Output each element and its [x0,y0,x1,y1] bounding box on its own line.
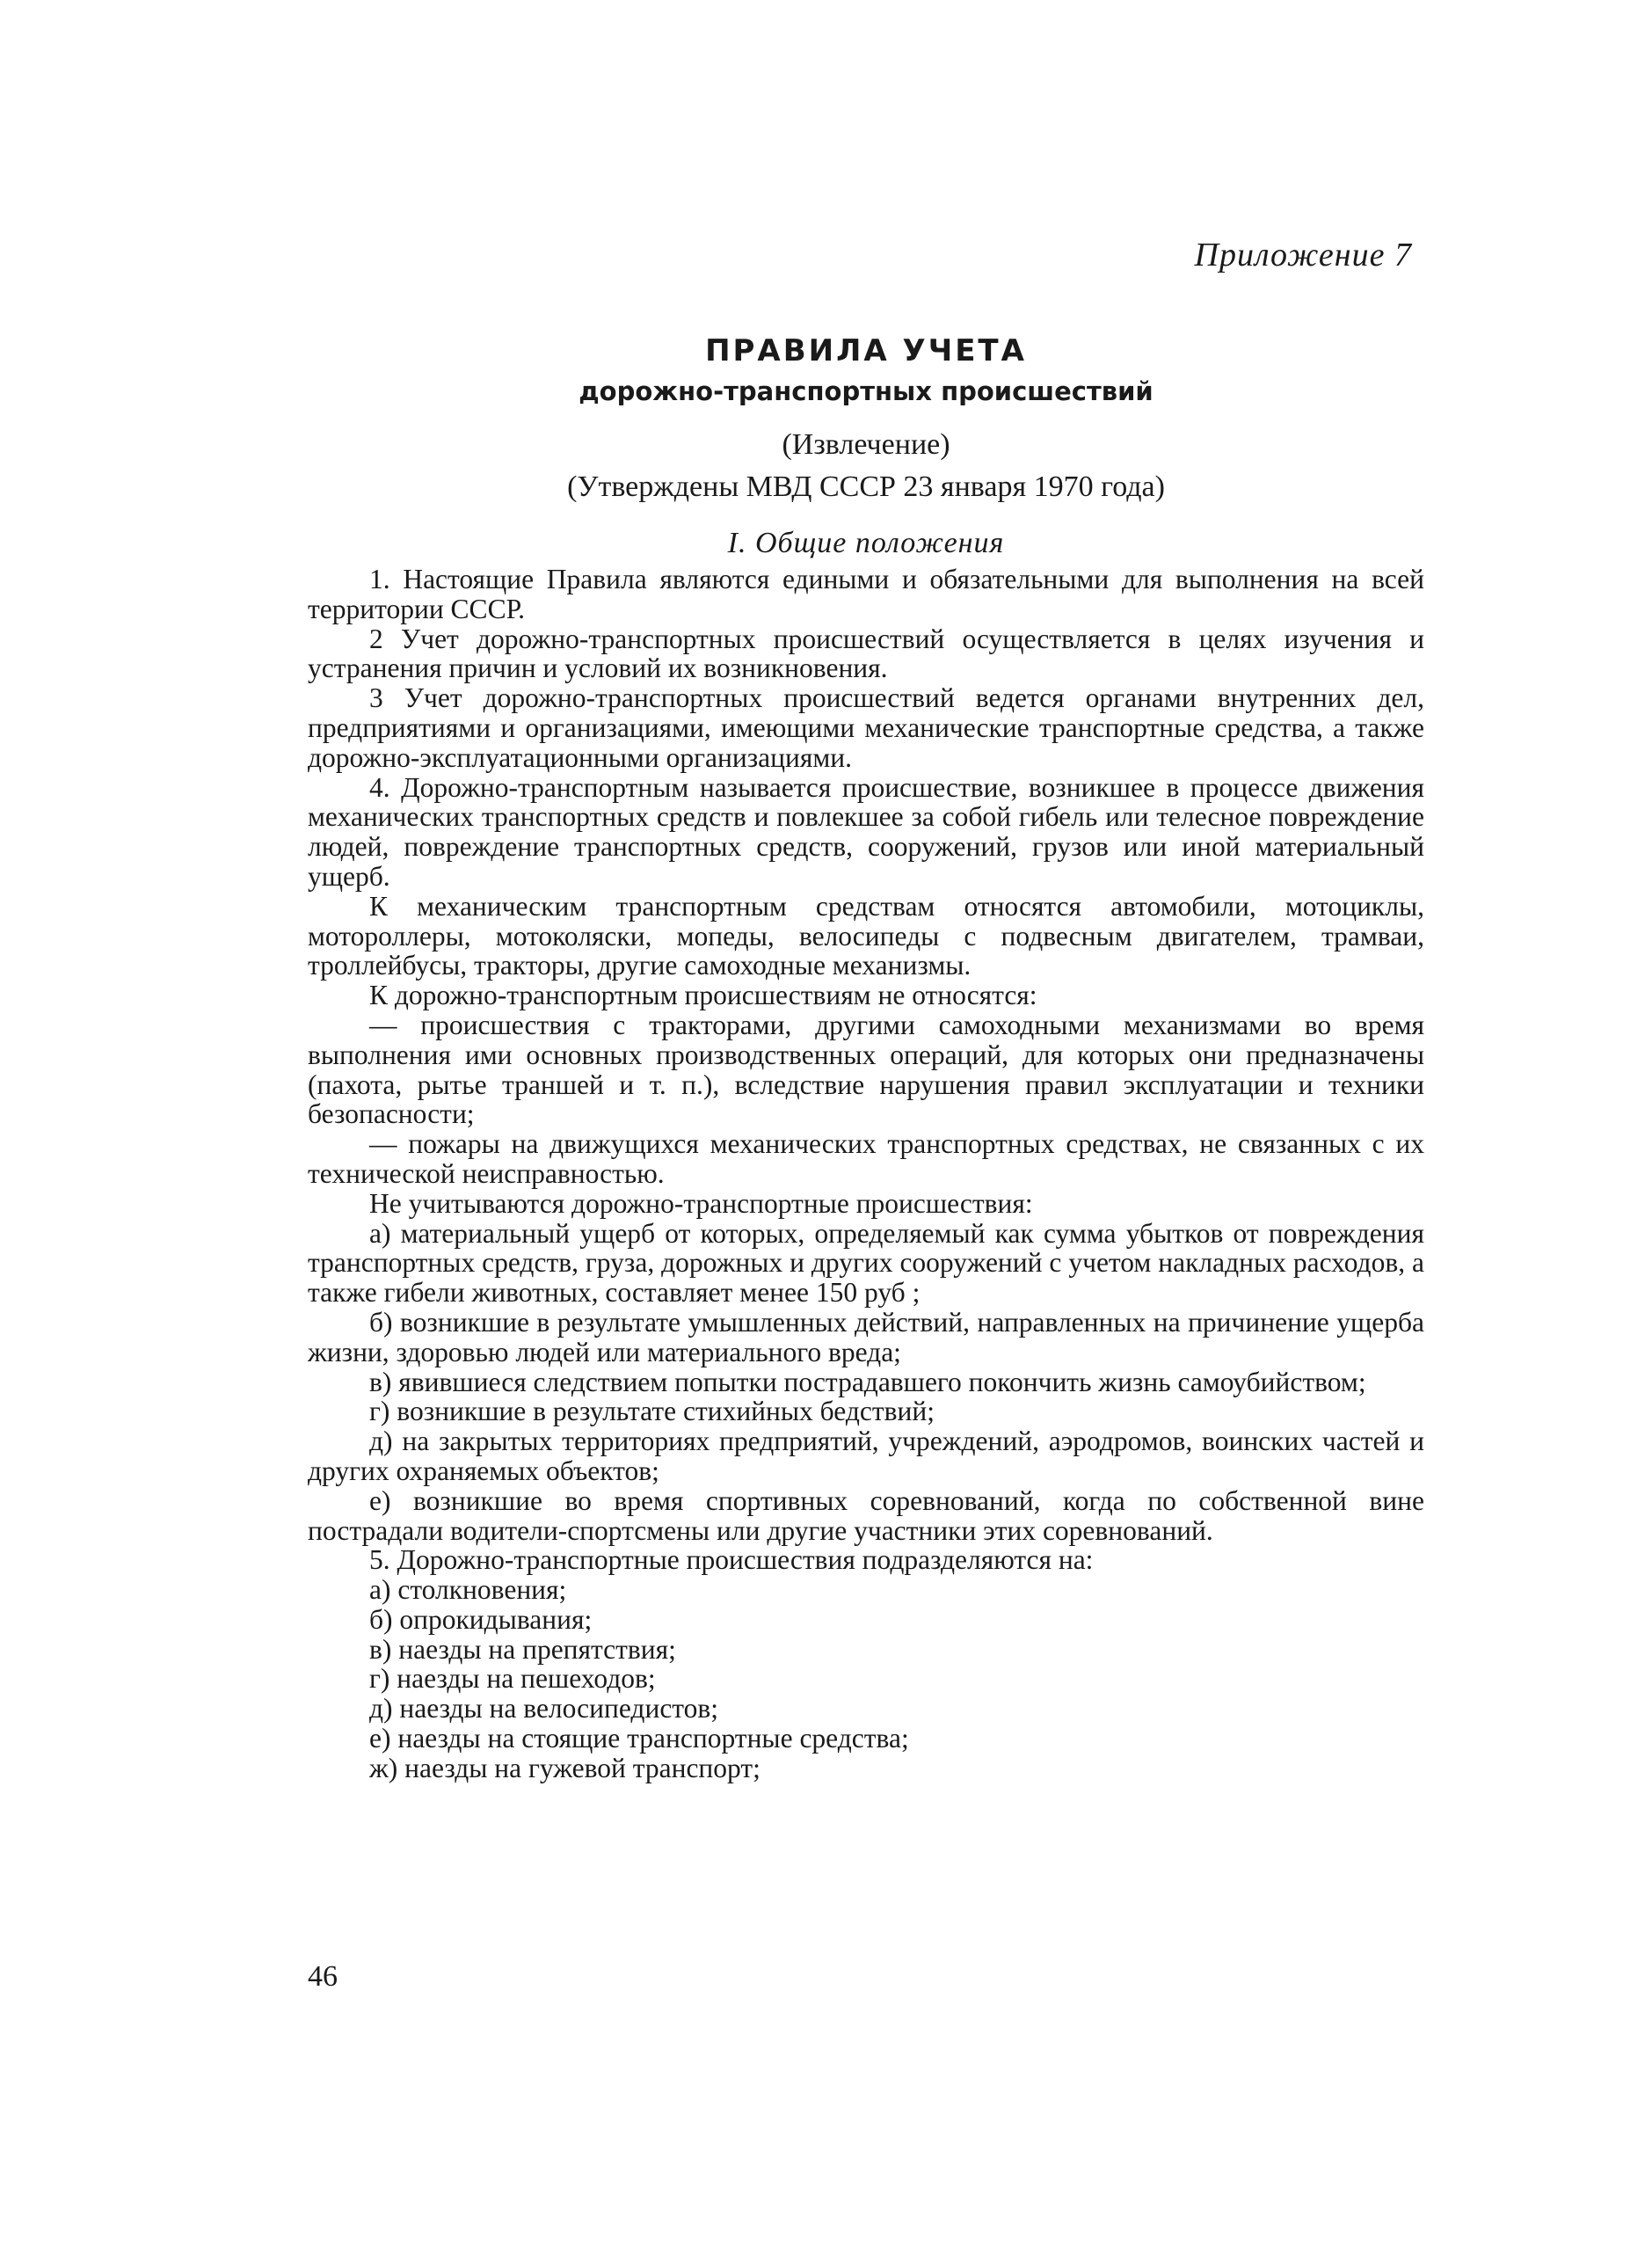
paragraph: г) возникшие в результате стихийных бедствий; [369,1396,935,1427]
paragraph: 1. Настоящие Правила являются едиными и обязательными для выполнения на всей территории СССР. [308,564,1424,624]
paragraph: е) возникшие во время спортивных соревнований, когда по собственной вине пострадали водители-спортсмены или другие участники этих соревнований. [308,1484,1424,1546]
list-item: в) наезды на препятствия; [369,1633,676,1665]
paragraph: — пожары на движущихся механических транспортных средствах, не связанных с их технической неисправностью. [308,1128,1424,1189]
document-title: ПРАВИЛА УЧЕТА [705,333,1027,368]
document-page [308,230,1424,1783]
list-item: г) наезды на пешеходов; [369,1663,656,1695]
document-subtitle: дорожно-транспортных происшествий [579,376,1153,406]
extract-note: (Извлечение) [782,428,950,461]
list-item: б) опрокидывания; [369,1603,593,1635]
paragraph: б) возникшие в результате умышленных действий, направленных на причинение ущерба жизни, здоровью людей или материального вреда; [308,1306,1424,1367]
paragraph: 4. Дорожно-транспортным называется происшествие, возникшее в процессе движения механических транспортных средств и повлекшее за собой гибель или телесное повреждение людей, повреждение транспортных средств, сооружений, грузов или иной материальный ущерб. [308,771,1424,892]
paragraph: в) явившиеся следствием попытки пострадавшего покончить жизнь самоубийством; [369,1366,1366,1397]
paragraph: 3 Учет дорожно-транспортных происшествий ведется органами внутренних дел, предприятиями и организациями, имеющими механические транспортные средства, а также дорожно-эксплуатационными организациями. [308,682,1424,773]
paragraph: д) на закрытых территориях предприятий, учреждений, аэродромов, воинских частей и других охраняемых объектов; [308,1426,1424,1486]
paragraph: — происшествия с тракторами, другими самоходными механизмами во время выполнения ими основных производственных операций, для которых они предназначены (пахота, рытье траншей и т. п.), вследствие нарушения правил эксплуатации и техники безопасности; [308,1009,1424,1130]
approval-note: (Утверждены МВД СССР 23 января 1970 года) [567,470,1165,503]
page-number: 46 [308,1960,338,1993]
list-item: д) наезды на велосипедистов; [369,1693,719,1725]
paragraph: 5. Дорожно-транспортные происшествия подразделяются на: [369,1544,1094,1576]
paragraph: Не учитываются дорожно-транспортные происшествия: [369,1187,1033,1219]
paragraph: а) материальный ущерб от которых, определяемый как сумма убытков от повреждения транспортных средств, груза, дорожных и других сооружений с учетом накладных расходов, а также гибели животных, составляет менее 150 руб ; [308,1217,1424,1309]
appendix-label: Приложение 7 [1194,237,1412,273]
paragraph: К механическим транспортным средствам относятся автомобили, мотоциклы, мотороллеры, мотоколяски, мопеды, велосипеды с подвесным двигателем, трамваи, троллейбусы, тракторы, другие самоходные механизмы. [308,890,1424,981]
section-title: I. Общие положения [727,527,1005,559]
list-item: ж) наезды на гужевой транспорт; [369,1752,761,1783]
list-item: а) столкновения; [369,1574,567,1606]
paragraph: 2 Учет дорожно-транспортных происшествий осуществляется в целях изучения и устранения причин и условий их возникновения. [308,623,1424,684]
document-body [308,565,1424,1783]
list-item: е) наезды на стоящие транспортные средства; [369,1723,909,1754]
paragraph: К дорожно-транспортным происшествиям не относятся: [369,980,1037,1011]
